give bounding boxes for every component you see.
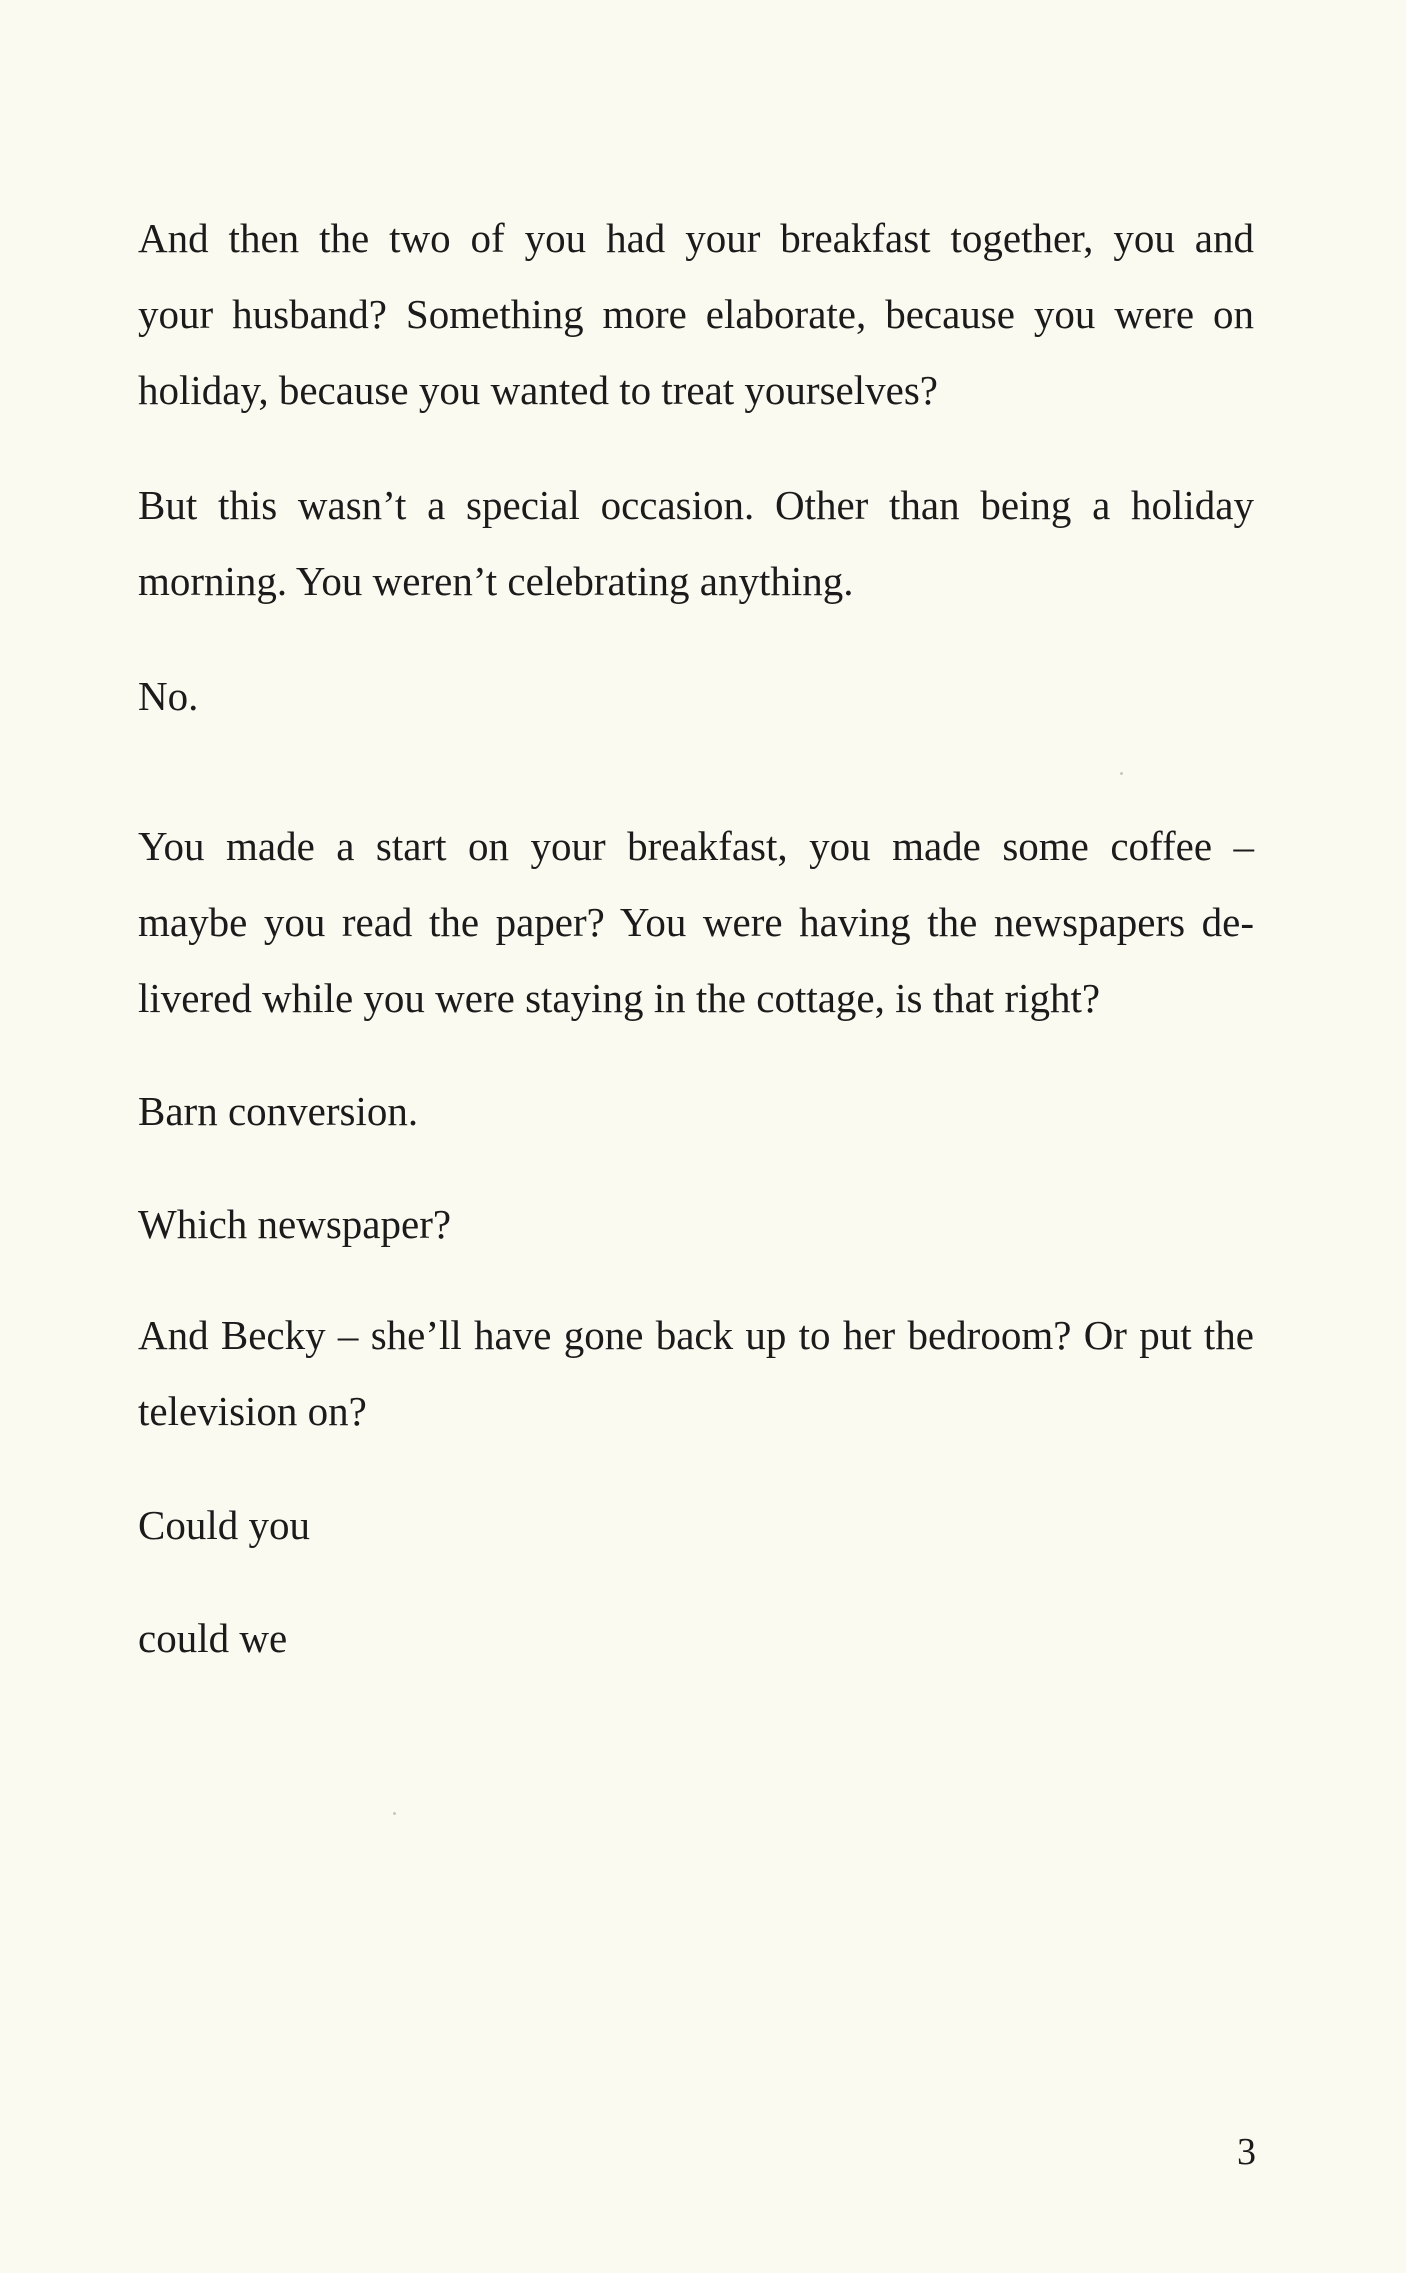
paragraph-could-you <box>138 1487 1254 1563</box>
text-line: No. <box>138 673 199 719</box>
paragraph-coffee-newspapers <box>138 808 1254 1036</box>
page-number: 3 <box>1237 2131 1256 2173</box>
text-line: maybe you read the paper? You were having the newspapers de- <box>138 899 1254 945</box>
text-line: Which newspaper? <box>138 1201 452 1247</box>
text-line: And Becky – she’ll have gone back up to her bedroom? Or put the <box>138 1312 1254 1358</box>
paragraph-becky <box>138 1297 1254 1449</box>
text-line: And then the two of you had your breakfast together, you and <box>138 215 1254 261</box>
paragraph-special-occasion <box>138 467 1254 619</box>
text-line: Barn conversion. <box>138 1088 419 1134</box>
paragraph-breakfast-together <box>138 200 1254 428</box>
paragraph-could-we <box>138 1600 1254 1676</box>
text-line: holiday, because you wanted to treat yourselves? <box>138 367 938 413</box>
paragraph-which-newspaper <box>138 1186 1254 1262</box>
text-line: Could you <box>138 1502 310 1548</box>
paragraph-no <box>138 658 1254 734</box>
text-line: livered while you were staying in the cottage, is that right? <box>138 975 1101 1021</box>
text-line: your husband? Something more elaborate, because you were on <box>138 291 1254 337</box>
paragraph-barn-conversion <box>138 1073 1254 1149</box>
text-line: You made a start on your breakfast, you made some coffee – <box>138 823 1254 869</box>
text-line: television on? <box>138 1388 367 1434</box>
text-line: could we <box>138 1615 288 1661</box>
scan-speck <box>1120 772 1123 775</box>
scan-speck <box>393 1812 396 1815</box>
text-line: morning. You weren’t celebrating anything. <box>138 558 854 604</box>
text-line: But this wasn’t a special occasion. Other than being a holiday <box>138 482 1254 528</box>
